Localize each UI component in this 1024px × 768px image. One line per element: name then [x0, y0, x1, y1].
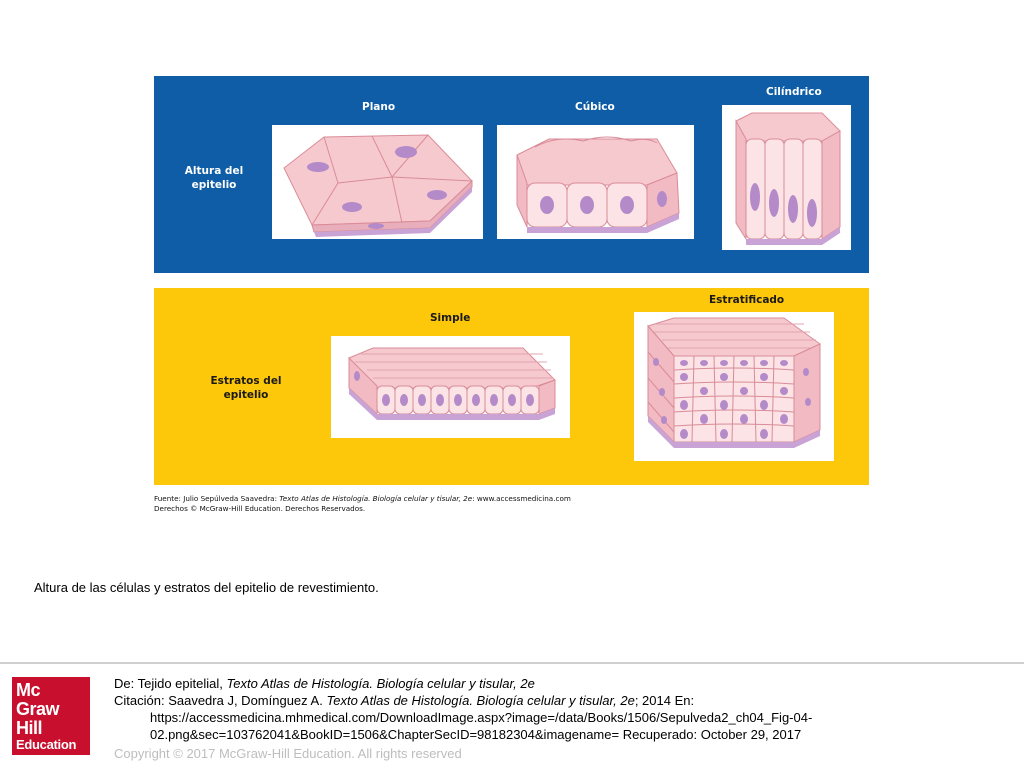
cubico-illustration — [497, 125, 694, 239]
plano-illustration — [272, 125, 483, 239]
layers-panel — [154, 288, 869, 485]
figure-source: Fuente: Julio Sepúlveda Saavedra: Texto Atlas de Histología. Biología celular y tisular, 2e: www.accessmedicina.com Derechos © McGraw-Hill Education. Derechos Reservados. — [154, 494, 571, 513]
estratificado-illustration — [634, 312, 834, 461]
simple-illustration — [331, 336, 570, 438]
copyright-notice: Copyright © 2017 McGraw-Hill Education. All rights reserved — [114, 746, 462, 761]
label-simple: Simple — [430, 312, 471, 324]
citation-block — [114, 675, 812, 743]
epithelium-figure — [154, 76, 869, 516]
label-plano: Plano — [362, 101, 396, 113]
label-estratos-epitelio: Estratos del epitelio — [210, 375, 282, 401]
label-cilindrico: Cilíndrico — [766, 86, 822, 98]
source-line: De: Tejido epitelial, Texto Atlas de Histología. Biología celular y tisular, 2e — [114, 676, 535, 691]
cilindrico-illustration — [722, 105, 851, 250]
label-altura-epitelio: Altura del epitelio — [184, 165, 244, 191]
citation-url-line1: https://accessmedicina.mhmedical.com/DownloadImage.aspx?image=/data/Books/1506/Sepulveda2_ch04_Fig-04- — [150, 710, 813, 725]
citation-url-line2: 02.png&sec=103762041&BookID=1506&ChapterSecID=98182304&imagename= Recuperado: October 29, 2017 — [150, 727, 802, 742]
label-cubico: Cúbico — [575, 101, 615, 113]
figure-caption: Altura de las células y estratos del epitelio de revestimiento. — [34, 580, 379, 595]
height-panel — [154, 76, 869, 273]
footer-divider — [0, 662, 1024, 664]
mcgraw-hill-logo: Mc Graw Hill Education — [12, 677, 90, 755]
label-estratificado: Estratificado — [709, 294, 785, 306]
citation-line: Citación: Saavedra J, Domínguez A. Texto Atlas de Histología. Biología celular y tisular, 2e; 2014 En: — [114, 693, 695, 708]
